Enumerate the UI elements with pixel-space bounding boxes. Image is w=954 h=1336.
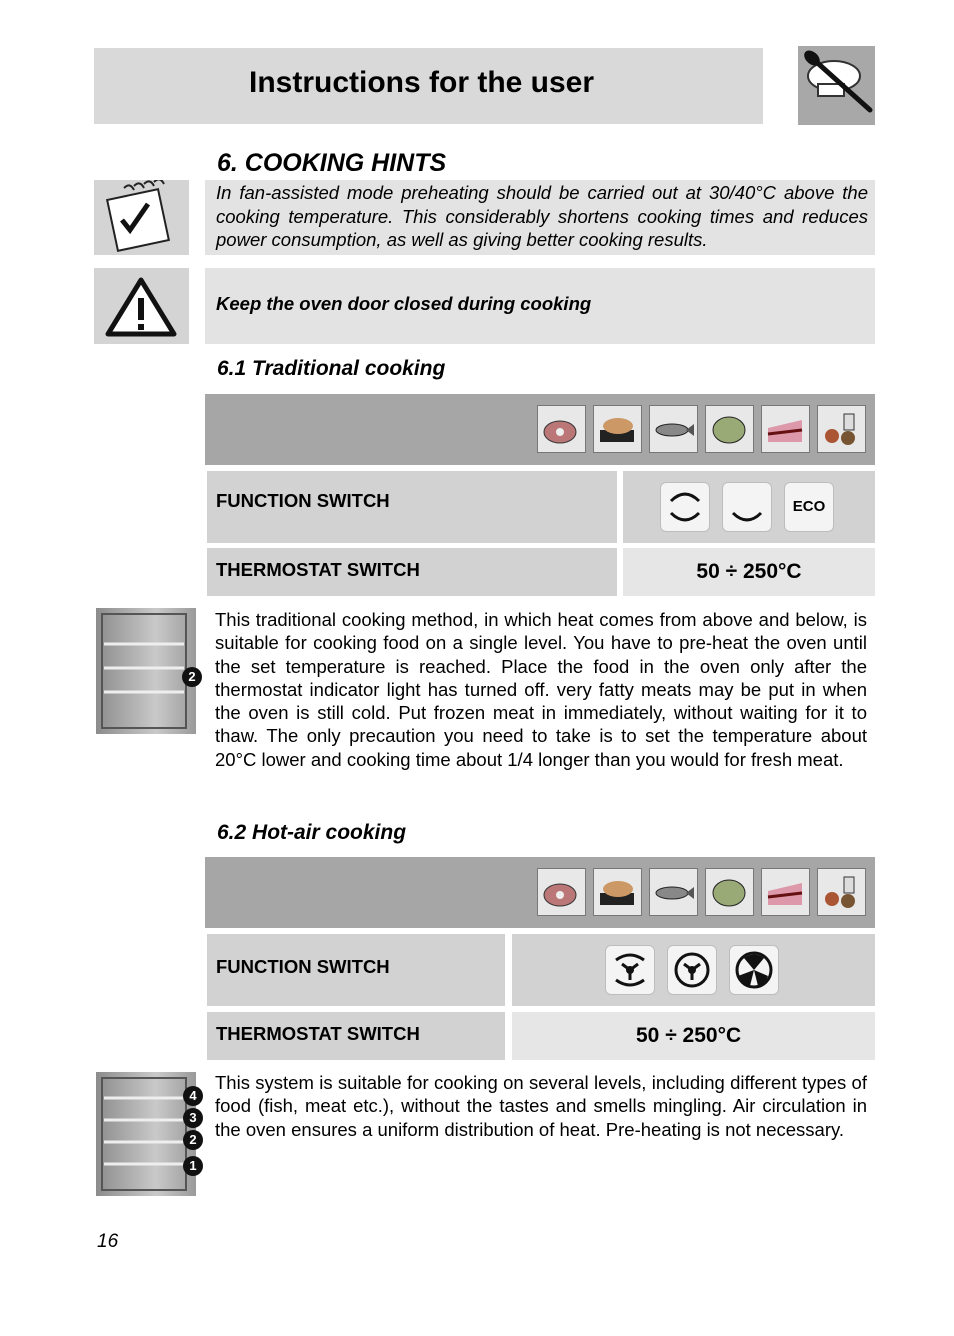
- bottom-heat-icon: [722, 482, 772, 532]
- poultry-icon: [705, 868, 754, 916]
- section-title: 6. COOKING HINTS: [217, 149, 447, 177]
- function-switch-symbols: [512, 934, 875, 1006]
- function-switch-symbols: [623, 471, 875, 543]
- fish-icon: [649, 868, 698, 916]
- top-bottom-heat-icon: [660, 482, 710, 532]
- traditional-cooking-title: 6.1 Traditional cooking: [217, 357, 446, 380]
- shelf-level-badge: 4: [183, 1086, 203, 1106]
- shelf-level-badge: 2: [183, 1130, 203, 1150]
- page-header-title: Instructions for the user: [249, 66, 595, 99]
- chef-spoon-icon: [798, 46, 875, 125]
- note-text: In fan-assisted mode preheating should be carried out at 30/40°C above the cooking temperature. This considerably shortens cooking times and reduces power consumption, as well as giving better cooking results.: [216, 182, 868, 250]
- shelf-level-badge: 1: [183, 1156, 203, 1176]
- poultry-icon: [705, 405, 754, 453]
- vegetables-icon: [817, 405, 866, 453]
- function-switch-label: FUNCTION SWITCH: [207, 934, 505, 1006]
- food-types-bar: [205, 394, 875, 465]
- thermostat-range: 50 ÷ 250°C: [623, 548, 875, 596]
- meat-icon: [537, 405, 586, 453]
- bread-icon: [593, 405, 642, 453]
- bread-icon: [593, 868, 642, 916]
- traditional-description: This traditional cooking method, in which heat comes from above and below, is suitable for cooking food on a single level. You have to pre-heat the oven until the set temperature is reached. Place the food in the oven only after the thermostat indicator light has turned off. very fatty meats may be put in when the oven is still cold. Put frozen meat in immediately, without waiting for it to thaw. The only precaution you need to take is to set the temperature about 20°C lower and cooking time about 1/4 longer than you would for fresh meat.: [215, 609, 867, 770]
- function-switch-label: FUNCTION SWITCH: [207, 471, 617, 543]
- shelf-level-badge: 3: [183, 1108, 203, 1128]
- fan-top-bottom-icon: [605, 945, 655, 995]
- notepad-check-icon: [94, 180, 189, 255]
- fan-ring-icon: [667, 945, 717, 995]
- hotair-description: This system is suitable for cooking on several levels, including different types of food (fish, meat etc.), without the tastes and smells mingling. Air circulation in the oven ensures a uniform distribution of heat. Pre-heating is not necessary.: [215, 1072, 867, 1140]
- oven-shelf-image: [96, 608, 196, 734]
- fan-circular-icon: [729, 945, 779, 995]
- thermostat-switch-label: THERMOSTAT SWITCH: [207, 548, 617, 596]
- cake-icon: [761, 405, 810, 453]
- page-number: 16: [97, 1231, 119, 1252]
- warning-triangle-icon: [94, 268, 189, 344]
- eco-icon: ECO: [784, 482, 834, 532]
- food-types-bar: [205, 857, 875, 928]
- vegetables-icon: [817, 868, 866, 916]
- thermostat-range: 50 ÷ 250°C: [512, 1012, 875, 1060]
- cake-icon: [761, 868, 810, 916]
- oven-shelf-image: [96, 1072, 196, 1196]
- meat-icon: [537, 868, 586, 916]
- shelf-level-badge: 2: [182, 667, 202, 687]
- fish-icon: [649, 405, 698, 453]
- thermostat-switch-label: THERMOSTAT SWITCH: [207, 1012, 505, 1060]
- warning-text: Keep the oven door closed during cooking: [216, 293, 592, 314]
- hotair-cooking-title: 6.2 Hot-air cooking: [217, 821, 407, 844]
